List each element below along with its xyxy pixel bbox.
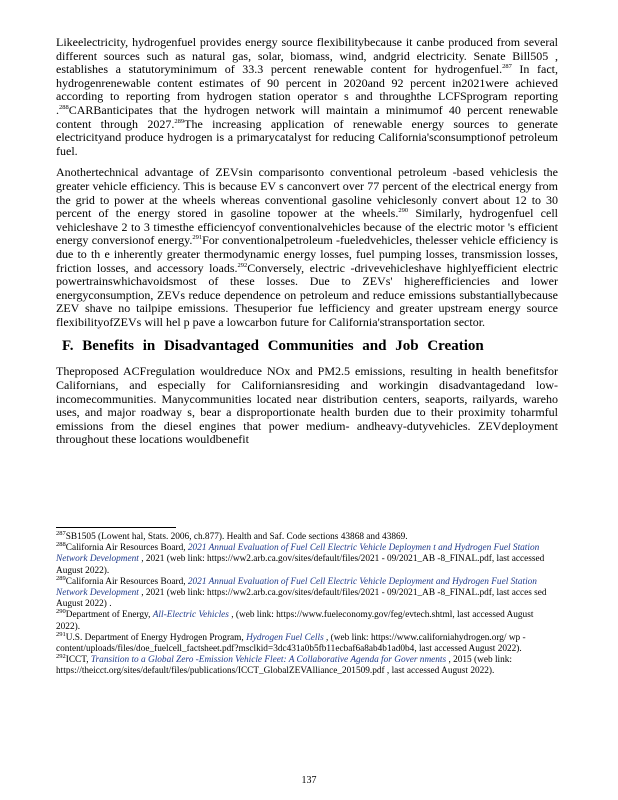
section-heading: F. Benefits in Disadvantaged Communities and Job Creation [62, 338, 484, 355]
text: U.S. Department of Energy Hydrogen Program, [65, 632, 247, 643]
text: , (web link: https://www.californiahydrogen.org/ wp - content/uploads/files/doe_fuelcell_factsheet.pdf?msclkid=3dc431a0b5fb11ecbaf6a8ab4b1ad0b4, last accessed August 2022). [56, 632, 526, 655]
footnote-number: 287 [56, 529, 66, 537]
page-number: 137 [301, 775, 317, 786]
footnote [56, 574, 558, 611]
footnote-title-link[interactable]: All-Electric Vehicles [152, 610, 229, 621]
footnote-ref[interactable]: 292 [237, 261, 248, 269]
footnotes [56, 529, 558, 678]
text: California Air Resources Board, [65, 543, 188, 554]
text: , (web link: https://www.fueleconomy.gov/feg/evtech.shtml, last accessed August 2022). [56, 610, 534, 632]
text: Similarly, hydrogenfuel cell vehicleshave 2 to 3 timesthe efficiencyof conventionalvehicles because of the electric motor 's efficient energy conversionof energy. [56, 206, 558, 248]
footnote-title-link[interactable]: Transition to a Global Zero -Emission Vehicle Fleet: A Collaborative Agenda for Gover nments [90, 655, 447, 666]
text: ICCT, [65, 655, 91, 666]
text: SB1505 (Lowent hal, Stats. 2006, ch.877). Health and Saf. Code sections 43868 and 43869. [65, 532, 408, 542]
footnote-ref[interactable]: 287 [502, 63, 512, 71]
footnote [56, 543, 558, 577]
footnote [56, 529, 558, 543]
footnote-title-link[interactable]: 2021 Annual Evaluation of Fuel Cell Electric Vehicle Deploymen t and Hydrogen Fuel Station Network Development [56, 543, 540, 565]
text: For conventionalpetroleum -fueledvehicles, thelesser vehicle efficiency is due to th e inherently greater thermodynamic energy losses, fuel pumping losses, transmission losses, friction losses, and accessory loads. [56, 233, 558, 275]
footnote-number: 289 [56, 574, 66, 582]
text: Likeelectricity, hydrogenfuel provides energy source flexibilitybecause it canbe produced from several different sources such as natural gas, solar, biomass, wind, andgrid electricity. Senate Bill505 , establishes a statutoryminimum of 33.3 percent renewable content for hydrogenfuel. [56, 35, 558, 77]
text: Conversely, electric -drivevehicleshave highlyefficient electric powertrainswhichavoidsmost of these losses. Due to ZEVs' higherefficiencies and lower energyconsumption, ZEVs reduce dependence on petroleum and reduce emissions substantiallybecause ZEV shave no tailpipe emissions. Thesuperior fue lefficiency and greater upstream energy source flexibilityofZEVs will hel p pave a lowcarbon future for California'stransportation sector. [56, 260, 558, 329]
text: CARBanticipates that the hydrogen network will maintain a minimumof 40 percent renewable content through 2027. [56, 102, 558, 131]
footnote-ref[interactable]: 289 [174, 117, 185, 125]
text: Department of Energy, [65, 610, 153, 621]
footnote-ref[interactable]: 290 [398, 207, 409, 215]
paragraph-hydrogen-flexibility [56, 36, 558, 158]
footnote-number: 292 [56, 653, 66, 661]
footnote-title-link[interactable]: Hydrogen Fuel Cells [246, 632, 324, 643]
footnote [56, 610, 558, 632]
paragraph-disadvantaged-communities: Theproposed ACFregulation wouldreduce NOx and PM2.5 emissions, resulting in health benefitsfor Californians, and especially for Californiansresiding and workingin disadvantagedand low-incomecommunities. Manycommunities located near distribution centers, seaports, railyards, wareho uses, and major roadway s, bear a disproportionate health burden due to their proximity toharmful emissions from the diesel engines that power medium- andheavy-dutyvehicles. ZEVdeployment throughout these locations wouldbenefit [56, 364, 558, 447]
footnote-number: 290 [56, 608, 66, 616]
footnote-number: 291 [56, 630, 66, 638]
paragraph-vehicle-efficiency [56, 166, 558, 329]
footnote-divider [56, 527, 176, 528]
footnote [56, 630, 558, 655]
footnote-number: 288 [56, 541, 66, 549]
text: , 2015 (web link: https://theicct.org/sites/default/files/publications/ICCT_GlobalZEVAlliance_201509.pdf , last accessed August 2022). [56, 655, 512, 677]
text: In fact, hydrogenrenewable content estimates of 90 percent in 2020and 92 percent in2021were achieved according to reporting from hydrogen station operator s and throughthe LCFSprogram reporting . [56, 62, 558, 117]
footnote [56, 655, 558, 677]
footnote-ref[interactable]: 291 [192, 234, 203, 242]
text: The increasing application of renewable energy sources to generate electricityand produce hydrogen is a primarycatalyst for reducing California'sconsumptionof petroleum fuel. [56, 116, 559, 158]
text: California Air Resources Board, [65, 576, 188, 587]
text: , 2021 (web link: https://ww2.arb.ca.gov/sites/default/files/2021 - 09/2021_AB -8_FINAL.pdf, last acces sed August 2022) . [56, 588, 547, 610]
footnote-ref[interactable]: 288 [59, 103, 69, 111]
footnote-title-link[interactable]: 2021 Annual Evaluation of Fuel Cell Electric Vehicle Deployment and Hydrogen Fuel Station Network Development [56, 576, 537, 599]
text: Anothertechnical advantage of ZEVsin comparisonto conventional petroleum -based vehiclesis the greater vehicle efficiency. This is because EV s canconvert over 77 percent of the electrical energy from the grid to power at the wheels whereas conventional gasoline vehiclesonly convert about 12 to 30 percent of the energy stored in gasoline topower at the wheels. [56, 165, 558, 221]
document-body [56, 36, 558, 455]
text: , 2021 (web link: https://ww2.arb.ca.gov/sites/default/files/2021 - 09/2021_AB -8_FINAL.pdf, last accessed August 2022). [56, 554, 545, 576]
